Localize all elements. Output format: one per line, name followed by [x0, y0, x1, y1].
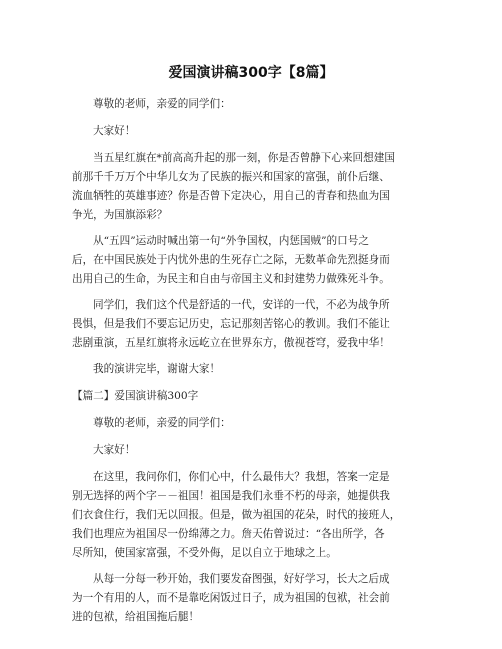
greeting: 大家好！ [93, 444, 136, 456]
salutation: 尊敬的老师，亲爱的同学们： [93, 98, 231, 110]
greeting: 大家好！ [93, 125, 136, 137]
paragraph-line: 在这里，我问你们，你们心中，什么最伟大？我想，答案一定是 [93, 471, 390, 483]
paragraph-line: 我们也理应为祖国尽一份绵薄之力。詹天佑曾说过：“各出所学，各 [72, 528, 385, 540]
paragraph-line: 悲剧重演，五星红旗将永远屹立在世界东方，傲视苍穹，爱我中华！ [72, 337, 390, 349]
paragraph-line: 同学们，我们这个代是舒适的一代，安详的一代，不必为战争所 [93, 299, 390, 311]
closing-line: 我的演讲完毕，谢谢大家！ [93, 363, 221, 375]
paragraph-line: 尽所知，使国家富强，不受外侮，足以自立于地球之上。 [72, 547, 337, 559]
paragraph-line: 为一个有用的人，而不是靠吃闲饭过日子，成为祖国的包袱，社会前 [72, 592, 390, 604]
paragraph-line: 当五星红旗在*前高高升起的那一刻，你是否曾静下心来回想建国 [93, 152, 395, 164]
paragraph-line: 别无选择的两个字－－祖国！祖国是我们永垂不朽的母亲，她提供我 [72, 490, 390, 502]
paragraph-line: 争光，为国旗添彩？ [72, 209, 168, 221]
document-title: 爱国演讲稿300字【8篇】 [168, 65, 334, 81]
paragraph-line: 们衣食住行，我们无以回报。但是，做为祖国的花朵，时代的接班人， [72, 509, 401, 521]
paragraph-line: 后，在中国民族处于内忧外患的生死存亡之际，无数革命先烈挺身而 [72, 254, 390, 266]
salutation: 尊敬的老师，亲爱的同学们： [93, 417, 231, 429]
paragraph-line: 流血牺牲的英雄事迹？你是否曾下定决心，用自己的青春和热血为国 [72, 190, 390, 202]
paragraph-line: 畏惧，但是我们不要忘记历史，忘记那刻苦铭心的教训。我们不能让 [72, 318, 390, 330]
paragraph-line: 前那千千万万个中华儿女为了民族的振兴和国家的富强，前仆后继、 [72, 171, 390, 183]
paragraph-line: 从每一分每一秒开始，我们要发奋图强，好好学习，长大之后成 [93, 573, 390, 585]
paragraph-line: 出用自己的生命，为民主和自由与帝国主义和封建势力做殊死斗争。 [72, 273, 390, 285]
paragraph-line: 进的包袱，给祖国拖后腿！ [72, 611, 200, 623]
paragraph-line: 从“五四”运动时喊出第一句“外争国权，内惩国贼”的口号之 [93, 235, 369, 247]
section-heading: 【篇二】爱国演讲稿300字 [72, 390, 199, 402]
